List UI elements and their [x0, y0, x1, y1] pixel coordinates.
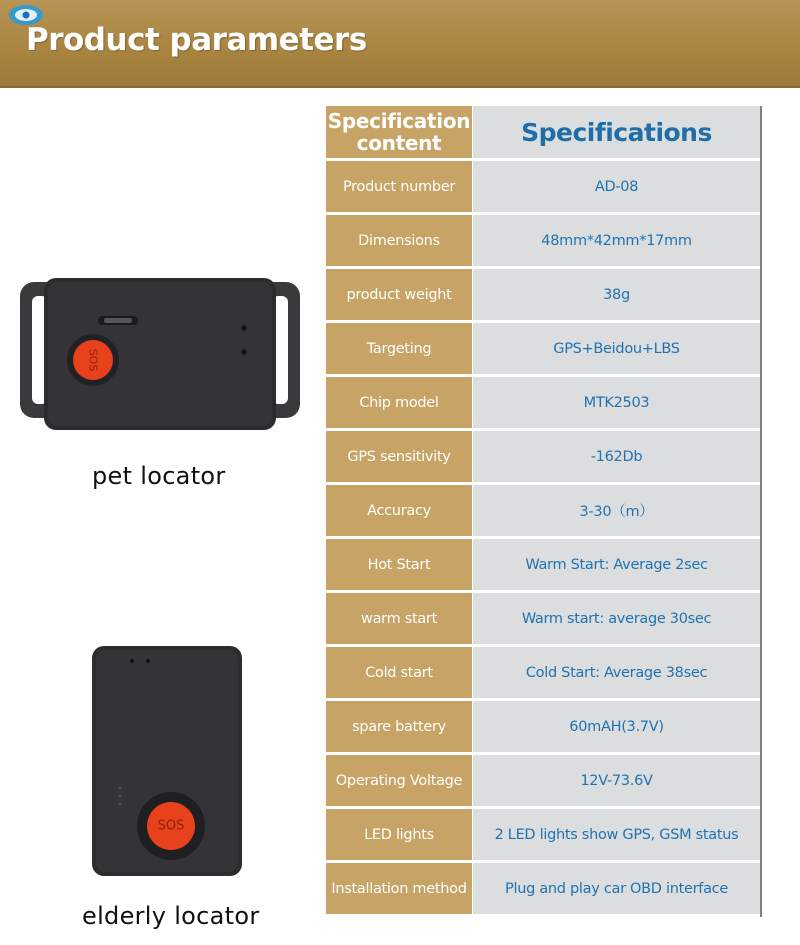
- spec-label-cell: Accuracy: [326, 485, 472, 539]
- spec-value-cell: Cold Start: Average 38sec: [472, 647, 760, 701]
- spec-value-cell: 3-30（m）: [472, 485, 760, 539]
- table-row: [326, 485, 760, 539]
- spec-label-cell: Operating Voltage: [326, 755, 472, 809]
- spec-table: [326, 106, 762, 917]
- spec-label-cell: Installation method: [326, 863, 472, 917]
- pet-locator-caption: pet locator: [92, 462, 226, 490]
- elderly-locator-caption: elderly locator: [82, 902, 260, 930]
- header-value-cell: Specifications: [472, 106, 760, 161]
- spec-value-cell: Warm start: average 30sec: [472, 593, 760, 647]
- spec-value-cell: Plug and play car OBD interface: [472, 863, 760, 917]
- spec-label-cell: GPS sensitivity: [326, 431, 472, 485]
- sos-button-label: SOS: [86, 348, 100, 372]
- table-header-row: [326, 106, 760, 161]
- table-row: [326, 809, 760, 863]
- table-row: [326, 593, 760, 647]
- table-row: [326, 269, 760, 323]
- table-row: [326, 323, 760, 377]
- spec-label-cell: Cold start: [326, 647, 472, 701]
- title-banner: [0, 0, 800, 88]
- table-row: [326, 377, 760, 431]
- spec-label-cell: Product number: [326, 161, 472, 215]
- spec-value-cell: -162Db: [472, 431, 760, 485]
- header-label-cell: Specification content: [326, 106, 472, 161]
- table-row: [326, 431, 760, 485]
- spec-value-cell: 38g: [472, 269, 760, 323]
- table-row: [326, 215, 760, 269]
- table-row: [326, 755, 760, 809]
- spec-value-cell: Warm Start: Average 2sec: [472, 539, 760, 593]
- spec-label-cell: Chip model: [326, 377, 472, 431]
- spec-value-cell: GPS+Beidou+LBS: [472, 323, 760, 377]
- table-row: [326, 863, 760, 917]
- spec-label-cell: warm start: [326, 593, 472, 647]
- spec-label-cell: Dimensions: [326, 215, 472, 269]
- table-row: [326, 539, 760, 593]
- spec-value-cell: AD-08: [472, 161, 760, 215]
- table-row: [326, 161, 760, 215]
- spec-label-cell: LED lights: [326, 809, 472, 863]
- spec-value-cell: MTK2503: [472, 377, 760, 431]
- sos-button-label: SOS: [157, 818, 185, 834]
- table-row: [326, 701, 760, 755]
- page-title: Product parameters: [26, 22, 367, 58]
- spec-label-cell: Targeting: [326, 323, 472, 377]
- spec-value-cell: 48mm*42mm*17mm: [472, 215, 760, 269]
- spec-label-cell: spare battery: [326, 701, 472, 755]
- spec-label-cell: product weight: [326, 269, 472, 323]
- pet-locator-image: [18, 276, 302, 432]
- spec-value-cell: 60mAH(3.7V): [472, 701, 760, 755]
- spec-label-cell: Hot Start: [326, 539, 472, 593]
- spec-value-cell: 12V-73.6V: [472, 755, 760, 809]
- elderly-locator-image: [92, 646, 242, 876]
- spec-value-cell: 2 LED lights show GPS, GSM status: [472, 809, 760, 863]
- table-row: [326, 647, 760, 701]
